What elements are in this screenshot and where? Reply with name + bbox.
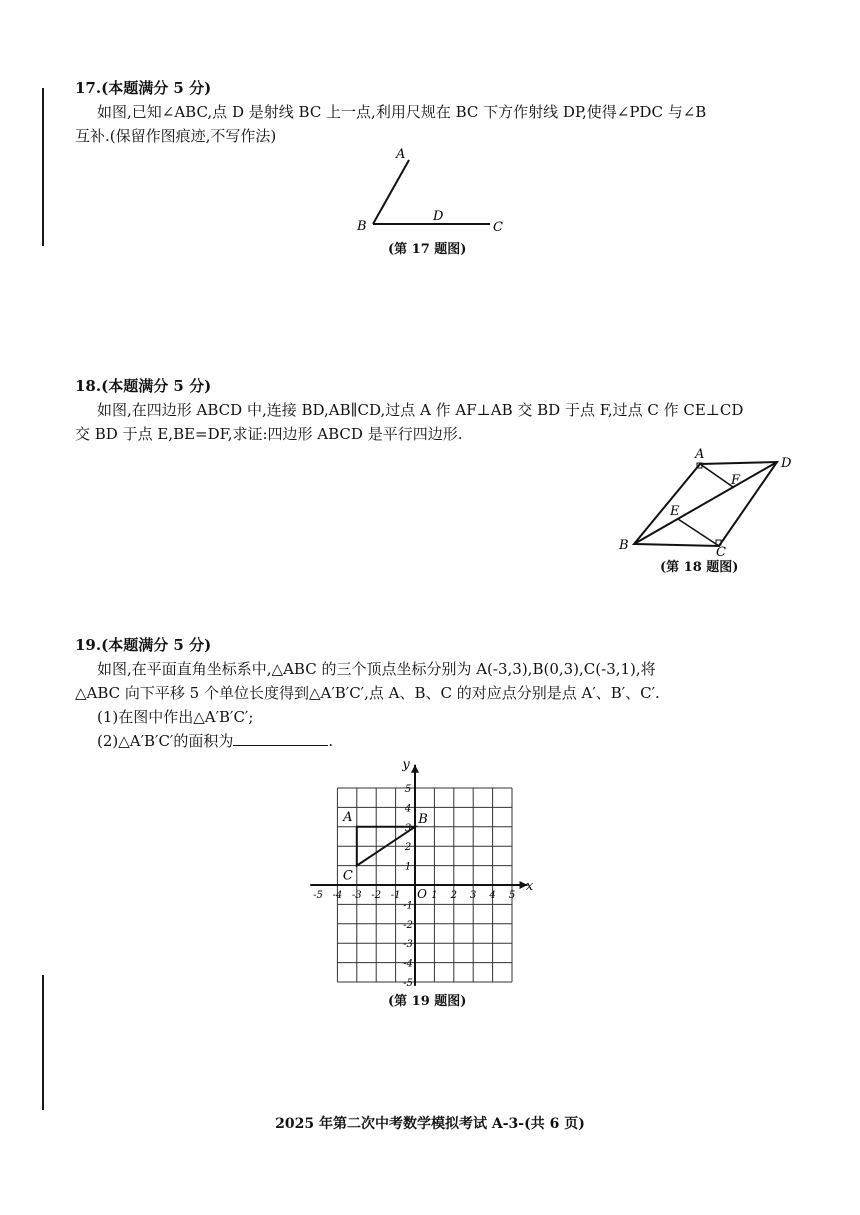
- question-18-number: 18.: [75, 377, 102, 395]
- y-tick-label: 3: [404, 822, 412, 834]
- question-18-line-2: 交 BD 于点 E,BE=DF,求证:四边形 ABCD 是平行四边形.: [75, 425, 463, 443]
- question-17-score: (本题满分 5 分): [101, 79, 212, 97]
- label-b: B: [619, 538, 629, 553]
- segment-af: [700, 464, 733, 487]
- y-tick-label: 5: [404, 784, 412, 795]
- y-axis-arrow-icon: [411, 765, 419, 773]
- question-17-line-2: 互补.(保留作图痕迹,不写作法): [75, 127, 277, 145]
- question-19-part-2-suffix: .: [328, 732, 334, 750]
- y-tick-label: 1: [404, 861, 412, 873]
- label-a: A: [396, 147, 406, 162]
- x-tick-label: 4: [489, 890, 496, 901]
- caption-19: (第 19 题图): [388, 994, 467, 1009]
- margin-line-bottom: [42, 975, 44, 1110]
- question-18-line-1: 如图,在四边形 ABCD 中,连接 BD,AB∥CD,过点 A 作 AF⊥AB 交 BD 于点 F,过点 C 作 CE⊥CD: [97, 401, 744, 419]
- x-tick-label: -3: [351, 890, 362, 901]
- label-f: F: [731, 473, 741, 488]
- figure-18: [615, 448, 800, 556]
- origin-label: O: [417, 887, 427, 901]
- y-axis-label: y: [402, 757, 410, 773]
- figure-17: [345, 140, 525, 240]
- y-tick-label: 2: [404, 842, 412, 854]
- label-d: D: [433, 209, 444, 224]
- question-18-body: [75, 398, 805, 446]
- label-c: C: [493, 220, 503, 235]
- diagonal-bd: [634, 462, 777, 544]
- question-17-header: [75, 76, 805, 100]
- label-c: C: [716, 545, 726, 556]
- question-18: [75, 374, 805, 446]
- question-19-part-2: [97, 729, 805, 753]
- label-b: B: [357, 219, 367, 234]
- y-tick-label: -1: [403, 900, 413, 912]
- question-17-number: 17.: [75, 79, 102, 97]
- y-tick-label: -5: [403, 978, 413, 987]
- question-19-line-1: 如图,在平面直角坐标系中,△ABC 的三个顶点坐标分别为 A(-3,3),B(0,3),C(-3,1),将: [97, 660, 656, 678]
- y-tick-label: -4: [403, 958, 413, 970]
- x-tick-label: -5: [313, 890, 323, 901]
- question-19: [75, 633, 805, 753]
- margin-line-top: [42, 88, 44, 246]
- caption-18: (第 18 题图): [660, 560, 739, 575]
- point-label-c: C: [342, 868, 353, 884]
- question-19-number: 19.: [75, 636, 102, 654]
- x-tick-label: -1: [390, 890, 401, 901]
- question-19-part-1: (1)在图中作出△A′B′C′;: [97, 708, 254, 726]
- page-footer: 2025 年第二次中考数学模拟考试 A-3-(共 6 页): [275, 1116, 585, 1132]
- question-19-body: [75, 657, 805, 753]
- point-label-a: A: [343, 809, 353, 825]
- x-tick-label: 3: [470, 890, 477, 901]
- question-19-header: [75, 633, 805, 657]
- question-19-line-2: △ABC 向下平移 5 个单位长度得到△A′B′C′,点 A、B、C 的对应点分别是点 A′、B′、C′.: [75, 684, 660, 702]
- point-label-b: B: [418, 811, 428, 827]
- y-tick-label: 4: [404, 803, 412, 815]
- label-a: A: [695, 448, 705, 462]
- label-e: E: [670, 504, 680, 519]
- x-tick-label: -4: [332, 890, 343, 901]
- x-tick-label: -2: [371, 890, 382, 901]
- question-18-header: [75, 374, 805, 398]
- question-17-line-1: 如图,已知∠ABC,点 D 是射线 BC 上一点,利用尺规在 BC 下方作射线 DP,使得∠PDC 与∠B: [97, 103, 707, 121]
- caption-17: (第 17 题图): [388, 242, 467, 257]
- x-tick-label: 1: [431, 890, 438, 901]
- answer-blank[interactable]: [233, 731, 328, 746]
- x-axis-label: x: [525, 879, 534, 894]
- question-18-score: (本题满分 5 分): [101, 377, 212, 395]
- x-tick-label: 2: [450, 890, 457, 901]
- question-17: [75, 76, 805, 148]
- question-19-part-2-prefix: (2)△A′B′C′的面积为: [97, 732, 234, 750]
- ray-ba: [373, 160, 409, 224]
- y-tick-label: -2: [403, 919, 413, 931]
- y-tick-label: -3: [403, 939, 413, 951]
- question-19-score: (本题满分 5 分): [101, 636, 212, 654]
- label-d: D: [781, 456, 792, 471]
- segment-ce: [678, 519, 719, 546]
- x-tick-label: 5: [508, 890, 516, 901]
- figure-19-grid: [310, 752, 550, 987]
